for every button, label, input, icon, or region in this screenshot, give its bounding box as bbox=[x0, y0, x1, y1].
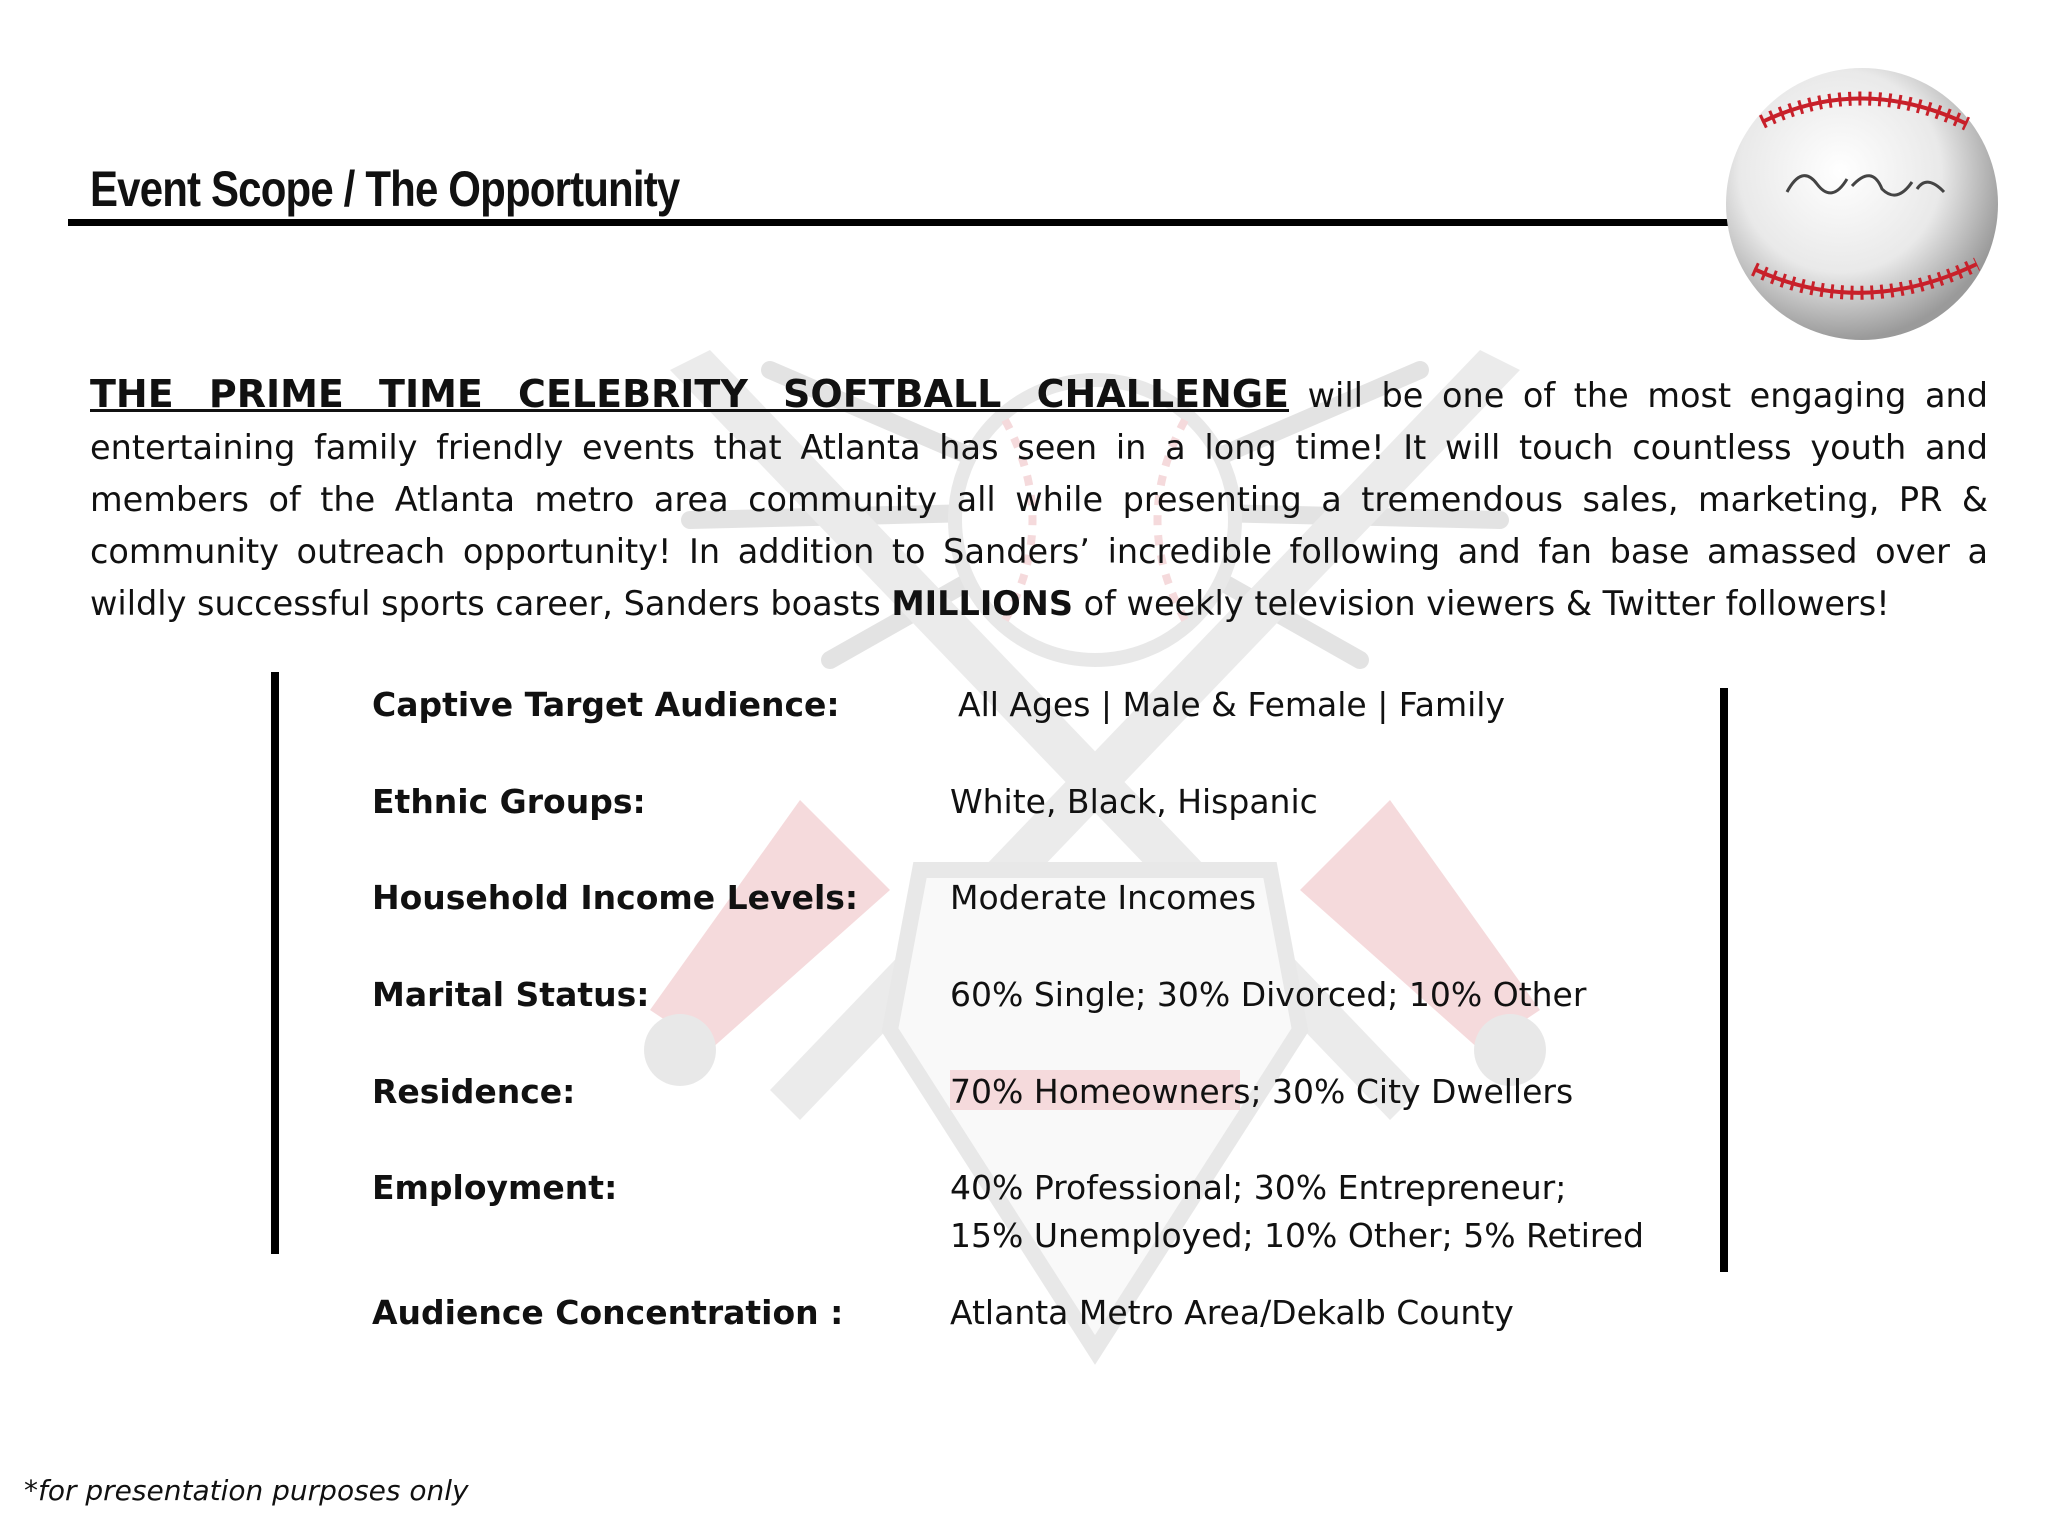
intro-text-part1: will be one of the most engaging and entertaining family friendly events that Atlanta has seen in a long time! It will touch countless youth and members of the Atlanta metro area community all while presenting a tremendous sales, marketing, PR & community outreach opportunity! In addition to Sanders’ incredible following and fan base amassed over a wildly successful sports career, Sanders boasts bbox=[90, 376, 1989, 623]
intro-paragraph bbox=[90, 368, 1988, 630]
millions-emphasis: MILLIONS bbox=[891, 584, 1073, 623]
page-title: Event Scope / The Opportunity bbox=[90, 161, 680, 217]
title-underline-rule bbox=[68, 219, 1728, 226]
left-bracket-bar bbox=[271, 672, 279, 1254]
right-bracket-bar bbox=[1720, 688, 1728, 1272]
stat-value: Moderate Incomes bbox=[950, 878, 1257, 917]
stat-value: Atlanta Metro Area/Dekalb County bbox=[950, 1293, 1514, 1332]
stat-label: Audience Concentration : bbox=[372, 1293, 844, 1332]
stat-label: Marital Status: bbox=[372, 975, 650, 1014]
stat-label: Household Income Levels: bbox=[372, 878, 859, 917]
stat-label: Captive Target Audience: bbox=[372, 685, 840, 724]
stat-value: 70% Homeowners; 30% City Dwellers bbox=[950, 1072, 1574, 1111]
stat-value-line2: 15% Unemployed; 10% Other; 5% Retired bbox=[950, 1216, 1644, 1255]
stat-label: Employment: bbox=[372, 1168, 618, 1207]
stat-value: All Ages | Male & Female | Family bbox=[958, 685, 1505, 724]
event-name: THE PRIME TIME CELEBRITY SOFTBALL CHALLENGE bbox=[90, 372, 1290, 416]
stat-value: White, Black, Hispanic bbox=[950, 782, 1318, 821]
stat-value: 60% Single; 30% Divorced; 10% Other bbox=[950, 975, 1587, 1014]
baseball-icon bbox=[1722, 64, 1998, 344]
stat-label: Residence: bbox=[372, 1072, 576, 1111]
intro-text-part2: of weekly television viewers & Twitter followers! bbox=[1072, 584, 1890, 623]
stat-value: 40% Professional; 30% Entrepreneur; bbox=[950, 1168, 1567, 1207]
footnote: *for presentation purposes only bbox=[24, 1474, 469, 1507]
stat-label: Ethnic Groups: bbox=[372, 782, 646, 821]
